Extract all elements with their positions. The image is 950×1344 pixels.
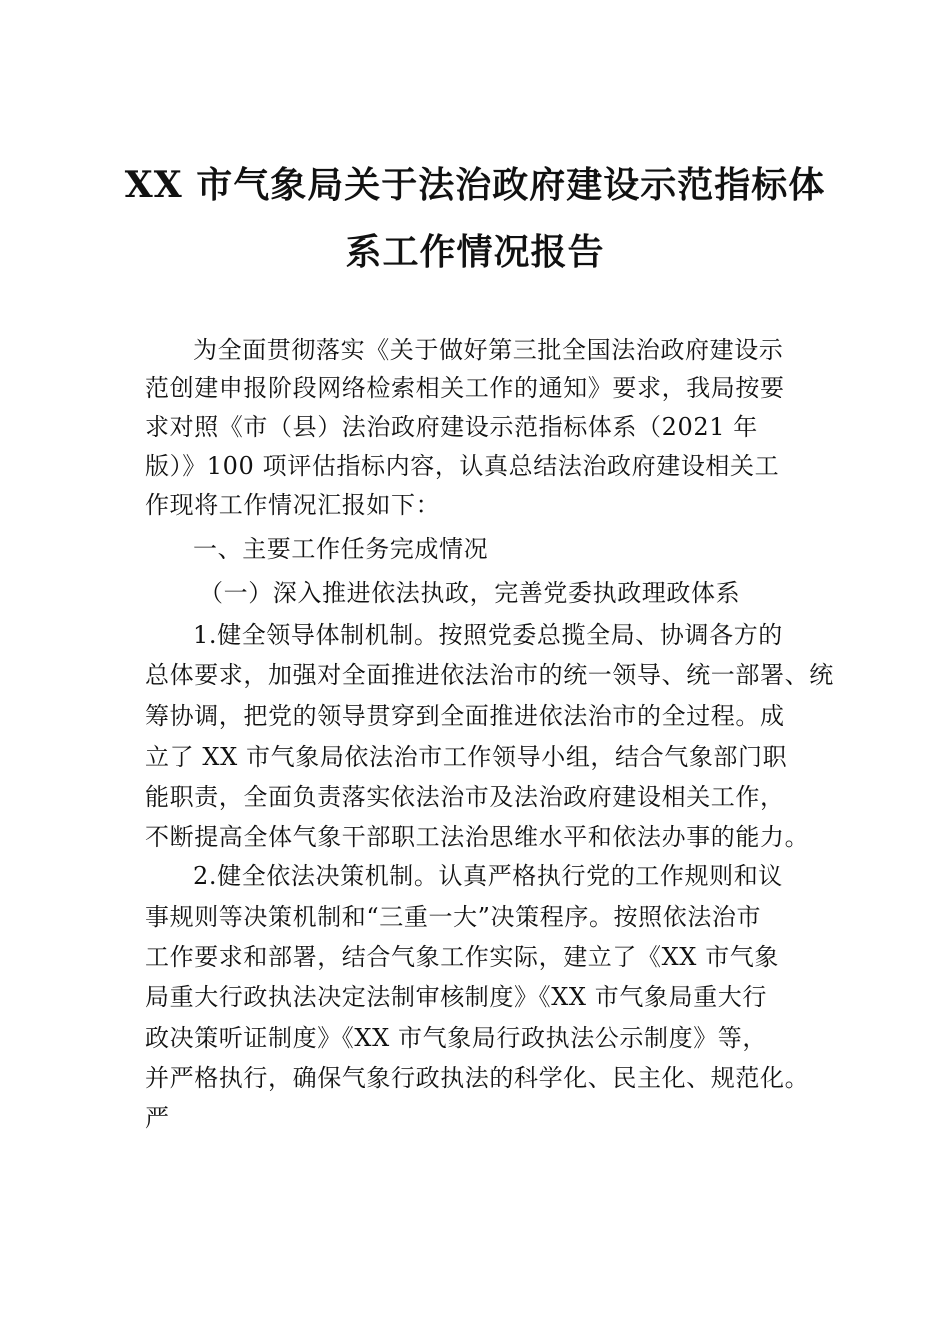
- paragraph-line: 作现将工作情况汇报如下：: [145, 491, 441, 519]
- paragraph-line: 1.健全领导体制机制。按照党委总揽全局、协调各方的: [193, 621, 783, 649]
- paragraph-line: 严: [145, 1104, 170, 1132]
- subsection-heading: （一）深入推进依法执政，完善党委执政理政体系: [199, 579, 741, 607]
- section-heading: 一、主要工作任务完成情况: [193, 535, 489, 563]
- paragraph-line: 政决策听证制度》《XX 市气象局行政执法公示制度》等，: [145, 1024, 767, 1052]
- paragraph-line: 版）》100 项评估指标内容，认真总结法治政府建设相关工: [145, 452, 780, 480]
- paragraph-line: 立了 XX 市气象局依法治市工作领导小组，结合气象部门职: [145, 743, 788, 771]
- paragraph-line: 并严格执行，确保气象行政执法的科学化、民主化、规范化。: [145, 1064, 810, 1092]
- document-title-line-2: 系工作情况报告: [345, 231, 605, 273]
- paragraph-line: 筹协调，把党的领导贯穿到全面推进依法治市的全过程。成: [145, 702, 785, 730]
- paragraph-line: 工作要求和部署，结合气象工作实际，建立了《XX 市气象: [145, 943, 779, 971]
- paragraph-line: 总体要求，加强对全面推进依法治市的统一领导、统一部署、统: [145, 661, 834, 689]
- paragraph-line: 不断提高全体气象干部职工法治思维水平和依法办事的能力。: [145, 823, 810, 851]
- paragraph-line: 为全面贯彻落实《关于做好第三批全国法治政府建设示: [193, 336, 784, 364]
- paragraph-line: 求对照《市（县）法治政府建设示范指标体系（2021 年: [145, 413, 758, 441]
- paragraph-line: 局重大行政执法决定法制审核制度》《XX 市气象局重大行: [145, 983, 767, 1011]
- paragraph-line: 事规则等决策机制和“三重一大”决策程序。按照依法治市: [145, 903, 762, 931]
- paragraph-line: 2.健全依法决策机制。认真严格执行党的工作规则和议: [193, 862, 783, 890]
- paragraph-line: 能职责，全面负责落实依法治市及法治政府建设相关工作，: [145, 783, 785, 811]
- paragraph-line: 范创建申报阶段网络检索相关工作的通知》要求，我局按要: [145, 374, 785, 402]
- document-title-line-1: XX 市气象局关于法治政府建设示范指标体: [124, 164, 826, 206]
